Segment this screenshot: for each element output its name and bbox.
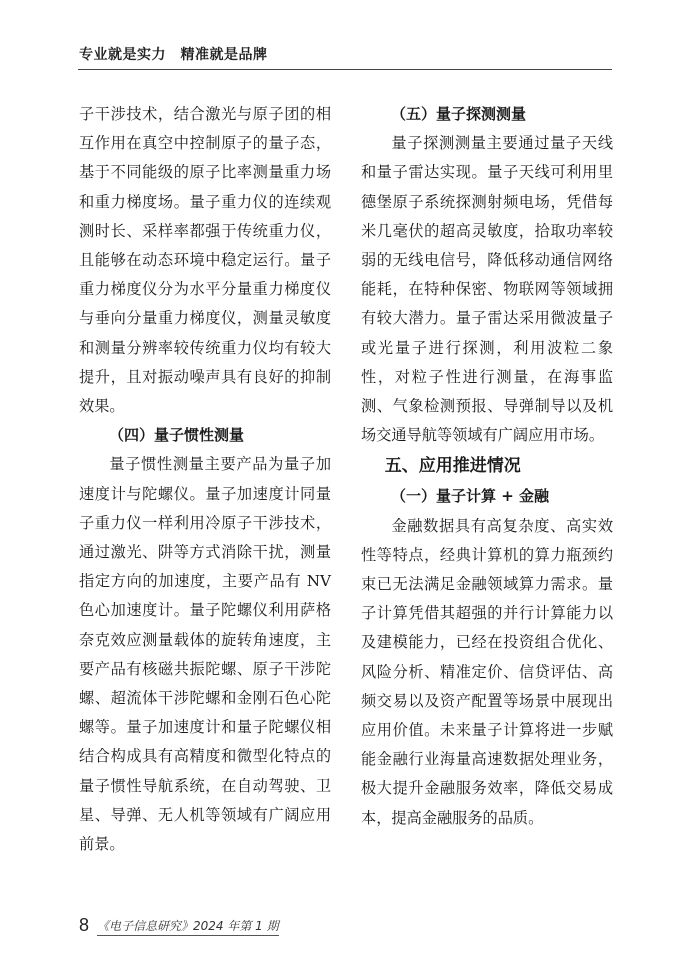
right-column: [361, 100, 613, 833]
heading-quantum-detection: （五）量子探测测量: [391, 105, 527, 123]
left-column: [79, 100, 331, 859]
header-divider: [78, 69, 612, 70]
heading-quantum-inertial: （四）量子惯性测量: [109, 426, 245, 445]
paragraph-quantum-detection: 量子探测测量主要通过量子天线和量子雷达实现。量子天线可利用里德堡原子系统探测射频电场，凭借每米几毫伏的超高灵敏度，拾取功率较弱的无线电信号，降低移动通信网络能耗，在特种保密、物联网等领域拥有较大潜力。量子雷达采用微波量子或光量子进行探测，利用波粒二象性，对粒子性进行测量，在海事监测、气象检测预报、导弹制导以及机场交通导航等领域有广阔应用市场。: [361, 134, 613, 445]
paragraph-quantum-finance: 金融数据具有高复杂度、高实效性等特点，经典计算机的算力瓶颈约束已无法满足金融领域算力需求。量子计算凭借其超强的并行计算能力以及建模能力，已经在投资组合优化、风险分析、精准定价、信贷评估、高频交易以及资产配置等场景中展现出应用价值。未来量子计算将进一步赋能金融行业海量高速数据处理业务，极大提升金融服务效率，降低交易成本，提高金融服务的品质。: [361, 516, 613, 827]
paragraph-gravity-continued: 子干涉技术，结合激光与原子团的相互作用在真空中控制原子的量子态，基于不同能级的原子比率测量重力场和重力梯度场。量子重力仪的连续观测时长、采样率都强于传统重力仪，且能够在动态环境中稳定运行。量子重力梯度仪分为水平分量重力梯度仪与垂向分量重力梯度仪，测量灵敏度和测量分辨率较传统重力仪均有较大提升，且对振动噪声具有良好的抑制效果。: [79, 105, 331, 416]
page-number: 8: [79, 915, 90, 935]
paragraph-quantum-inertial: 量子惯性测量主要产品为量子加速度计与陀螺仪。量子加速度计同量子重力仪一样利用冷原子干涉技术，通过激光、阱等方式消除干扰，测量指定方向的加速度，主要产品有 NV 色心加速度计。量子陀螺仪利用萨格奈克效应测量载体的旋转角速度，主要产品有核磁共振陀螺、原子干涉陀螺、超流体干涉陀螺和金刚石色心陀螺等。量子加速度计和量子陀螺仪相结合构成具有高精度和微型化特点的量子惯性导航系统，在自动驾驶、卫星、导弹、无人机等领域有广阔应用前景。: [79, 455, 331, 854]
journal-citation: 《电子信息研究》2024 年第 1 期: [97, 917, 279, 936]
section-heading-application: 五、应用推进情况: [384, 456, 521, 477]
header-slogan: 专业就是实力 精准就是品牌: [79, 47, 268, 63]
heading-quantum-finance: （一）量子计算 + 金融: [391, 487, 550, 506]
